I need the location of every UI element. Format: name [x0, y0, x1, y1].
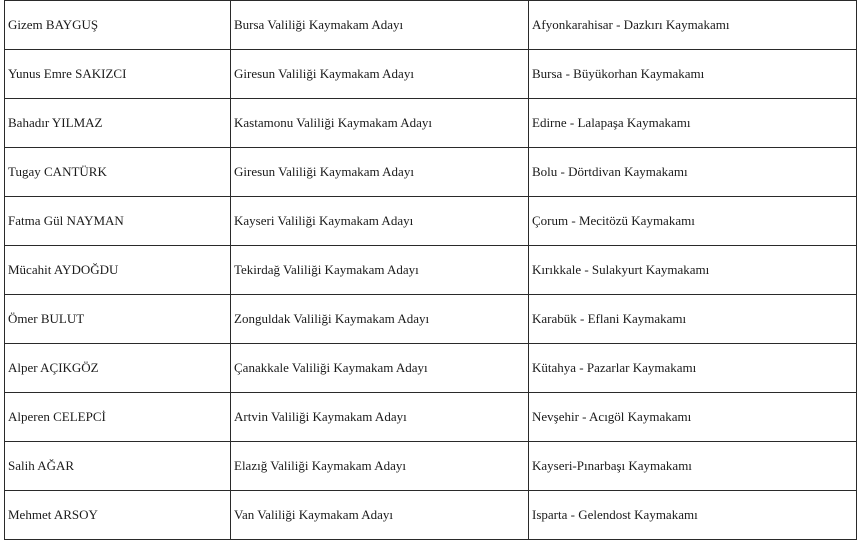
table-row: [5, 1, 857, 50]
person-name-cell: Fatma Gül NAYMAN: [5, 197, 231, 246]
person-name-cell: Alperen CELEPCİ: [5, 393, 231, 442]
person-name-cell: Bahadır YILMAZ: [5, 99, 231, 148]
document-page: [4, 0, 856, 540]
table-row: [5, 491, 857, 540]
current-title-cell: Çanakkale Valiliği Kaymakam Adayı: [231, 344, 529, 393]
person-name-cell: Salih AĞAR: [5, 442, 231, 491]
assigned-post-cell: Nevşehir - Acıgöl Kaymakamı: [529, 393, 857, 442]
table-row: [5, 50, 857, 99]
assigned-post-cell: Çorum - Mecitözü Kaymakamı: [529, 197, 857, 246]
table-row: [5, 442, 857, 491]
table-row: [5, 295, 857, 344]
current-title-cell: Zonguldak Valiliği Kaymakam Adayı: [231, 295, 529, 344]
table-row: [5, 393, 857, 442]
assigned-post-cell: Bursa - Büyükorhan Kaymakamı: [529, 50, 857, 99]
table-row: [5, 197, 857, 246]
current-title-cell: Giresun Valiliği Kaymakam Adayı: [231, 148, 529, 197]
table-row: [5, 344, 857, 393]
assigned-post-cell: Kayseri-Pınarbaşı Kaymakamı: [529, 442, 857, 491]
assigned-post-cell: Karabük - Eflani Kaymakamı: [529, 295, 857, 344]
current-title-cell: Bursa Valiliği Kaymakam Adayı: [231, 1, 529, 50]
assigned-post-cell: Isparta - Gelendost Kaymakamı: [529, 491, 857, 540]
current-title-cell: Artvin Valiliği Kaymakam Adayı: [231, 393, 529, 442]
current-title-cell: Elazığ Valiliği Kaymakam Adayı: [231, 442, 529, 491]
table-row: [5, 99, 857, 148]
person-name-cell: Mücahit AYDOĞDU: [5, 246, 231, 295]
person-name-cell: Tugay CANTÜRK: [5, 148, 231, 197]
current-title-cell: Giresun Valiliği Kaymakam Adayı: [231, 50, 529, 99]
current-title-cell: Kayseri Valiliği Kaymakam Adayı: [231, 197, 529, 246]
current-title-cell: Tekirdağ Valiliği Kaymakam Adayı: [231, 246, 529, 295]
person-name-cell: Ömer BULUT: [5, 295, 231, 344]
table-row: [5, 246, 857, 295]
person-name-cell: Alper AÇIKGÖZ: [5, 344, 231, 393]
assigned-post-cell: Bolu - Dörtdivan Kaymakamı: [529, 148, 857, 197]
assigned-post-cell: Kırıkkale - Sulakyurt Kaymakamı: [529, 246, 857, 295]
current-title-cell: Kastamonu Valiliği Kaymakam Adayı: [231, 99, 529, 148]
assigned-post-cell: Kütahya - Pazarlar Kaymakamı: [529, 344, 857, 393]
table-row: [5, 148, 857, 197]
assigned-post-cell: Afyonkarahisar - Dazkırı Kaymakamı: [529, 1, 857, 50]
person-name-cell: Yunus Emre SAKIZCI: [5, 50, 231, 99]
assigned-post-cell: Edirne - Lalapaşa Kaymakamı: [529, 99, 857, 148]
person-name-cell: Mehmet ARSOY: [5, 491, 231, 540]
current-title-cell: Van Valiliği Kaymakam Adayı: [231, 491, 529, 540]
person-name-cell: Gizem BAYGUŞ: [5, 1, 231, 50]
assignment-table: [4, 0, 857, 540]
